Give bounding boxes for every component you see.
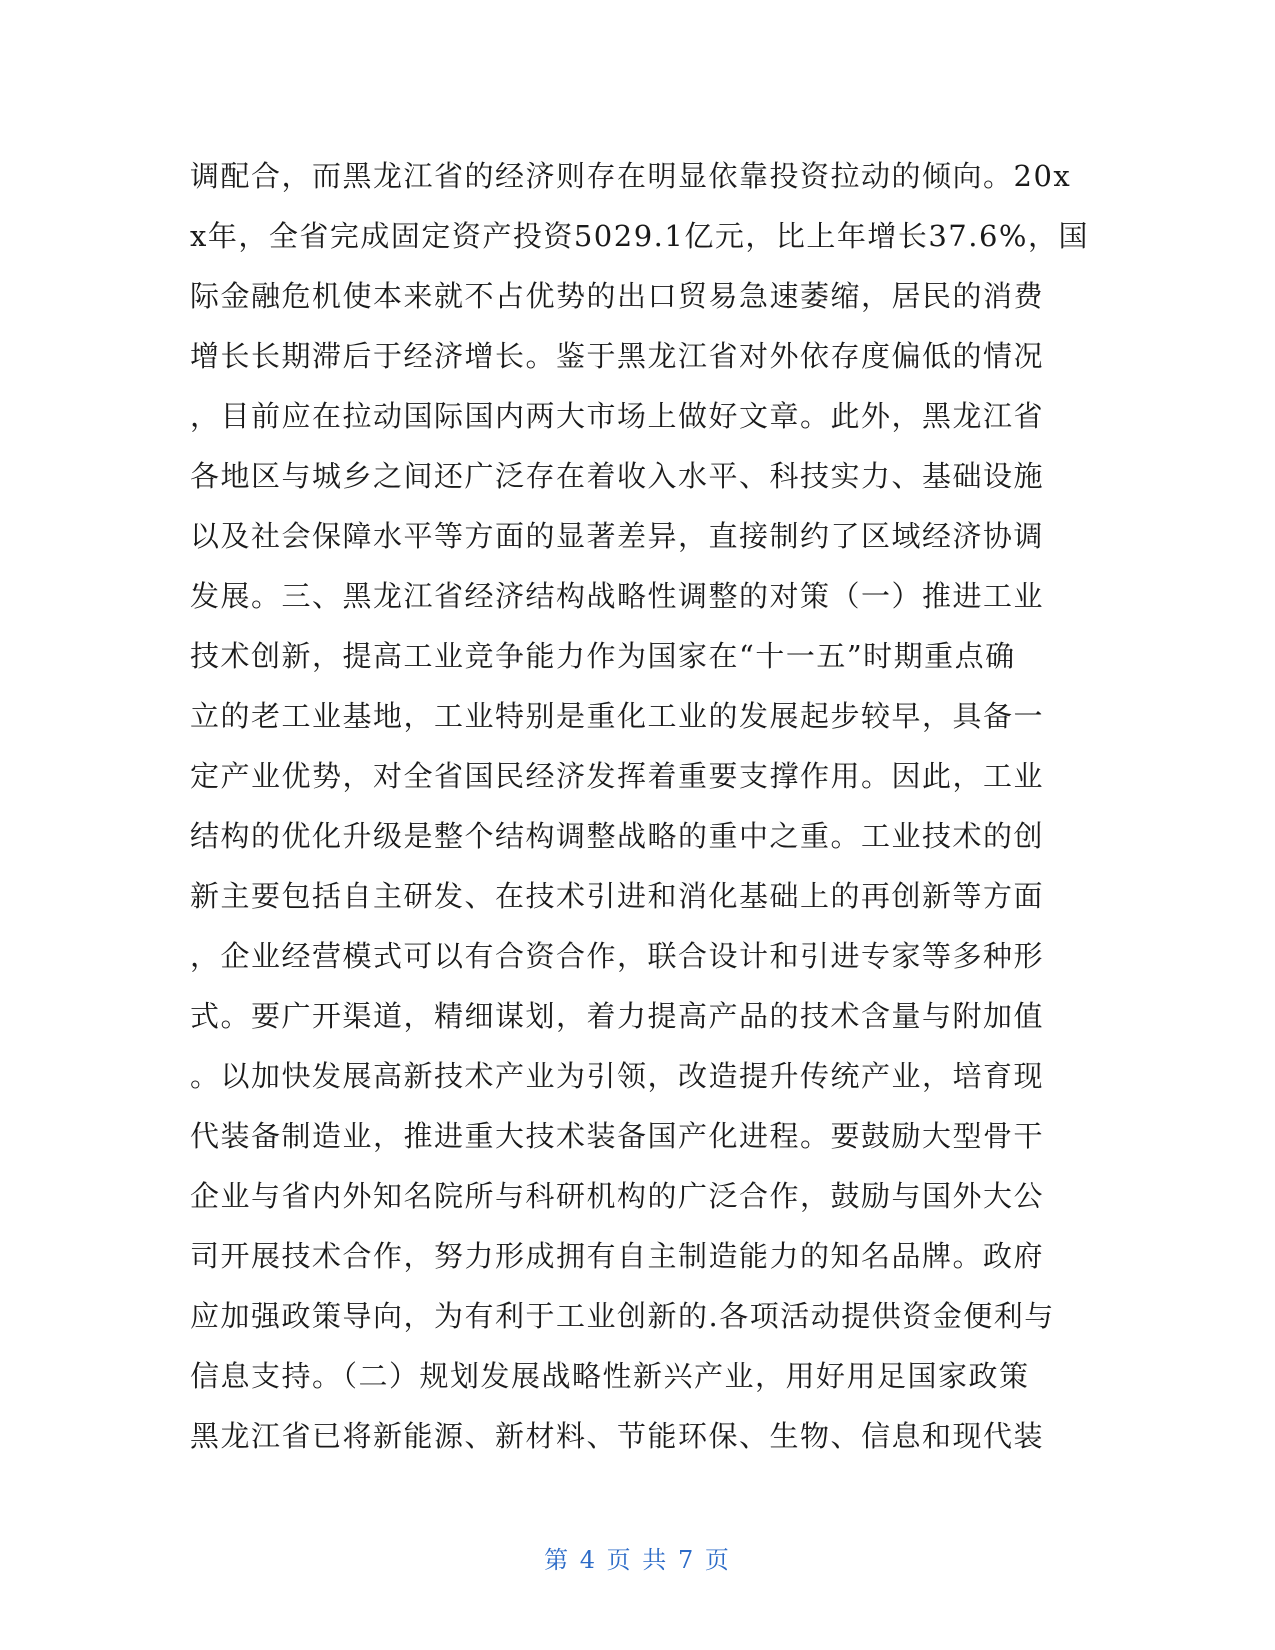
text-line: 发展。三、黑龙江省经济结构战略性调整的对策（一）推进工业 — [190, 579, 1045, 613]
text-line: 定产业优势，对全省国民经济发挥着重要支撑作用。因此，工业 — [190, 759, 1045, 793]
text-line: 式。要广开渠道，精细谋划，着力提高产品的技术含量与附加值 — [190, 999, 1045, 1033]
text-line: x年，全省完成固定资产投资5029.1亿元，比上年增长37.6%，国 — [190, 219, 1089, 253]
text-line: 立的老工业基地，工业特别是重化工业的发展起步较早，具备一 — [190, 699, 1045, 733]
text-line: 应加强政策导向，为有利于工业创新的.各项活动提供资金便利与 — [190, 1299, 1055, 1333]
page-label-suffix: 页 — [704, 1546, 731, 1574]
page-label-mid: 页 共 — [606, 1546, 669, 1574]
text-line: 黑龙江省已将新能源、新材料、节能环保、生物、信息和现代装 — [190, 1419, 1045, 1453]
text-line: 新主要包括自主研发、在技术引进和消化基础上的再创新等方面 — [190, 879, 1045, 913]
text-line: 增长长期滞后于经济增长。鉴于黑龙江省对外依存度偏低的情况 — [190, 339, 1045, 373]
text-line: 司开展技术合作，努力形成拥有自主制造能力的知名品牌。政府 — [190, 1239, 1045, 1273]
text-line: 各地区与城乡之间还广泛存在着收入水平、科技实力、基础设施 — [190, 459, 1045, 493]
body-text — [190, 146, 1089, 1466]
text-line: 际金融危机使本来就不占优势的出口贸易急速萎缩，居民的消费 — [190, 279, 1045, 313]
text-line: 调配合，而黑龙江省的经济则存在明显依靠投资拉动的倾向。20x — [190, 159, 1072, 193]
page-label-prefix: 第 — [544, 1546, 571, 1574]
text-line: 技术创新，提高工业竞争能力作为国家在“十一五”时期重点确 — [190, 639, 1016, 673]
current-page-number: 4 — [579, 1546, 598, 1574]
text-line: 企业与省内外知名院所与科研机构的广泛合作，鼓励与国外大公 — [190, 1179, 1045, 1213]
text-line: 。以加快发展高新技术产业为引领，改造提升传统产业，培育现 — [190, 1059, 1045, 1093]
text-line: 代装备制造业，推进重大技术装备国产化进程。要鼓励大型骨干 — [190, 1119, 1045, 1153]
text-line: 信息支持。（二）规划发展战略性新兴产业，用好用足国家政策 — [190, 1359, 1030, 1393]
text-line: ，目前应在拉动国际国内两大市场上做好文章。此外，黑龙江省 — [190, 399, 1045, 433]
text-line: 结构的优化升级是整个结构调整战略的重中之重。工业技术的创 — [190, 819, 1045, 853]
text-line: ，企业经营模式可以有合资合作，联合设计和引进专家等多种形 — [190, 939, 1045, 973]
total-pages-number: 7 — [677, 1546, 696, 1574]
page-footer — [0, 1542, 1275, 1578]
text-line: 以及社会保障水平等方面的显著差异，直接制约了区域经济协调 — [190, 519, 1045, 553]
